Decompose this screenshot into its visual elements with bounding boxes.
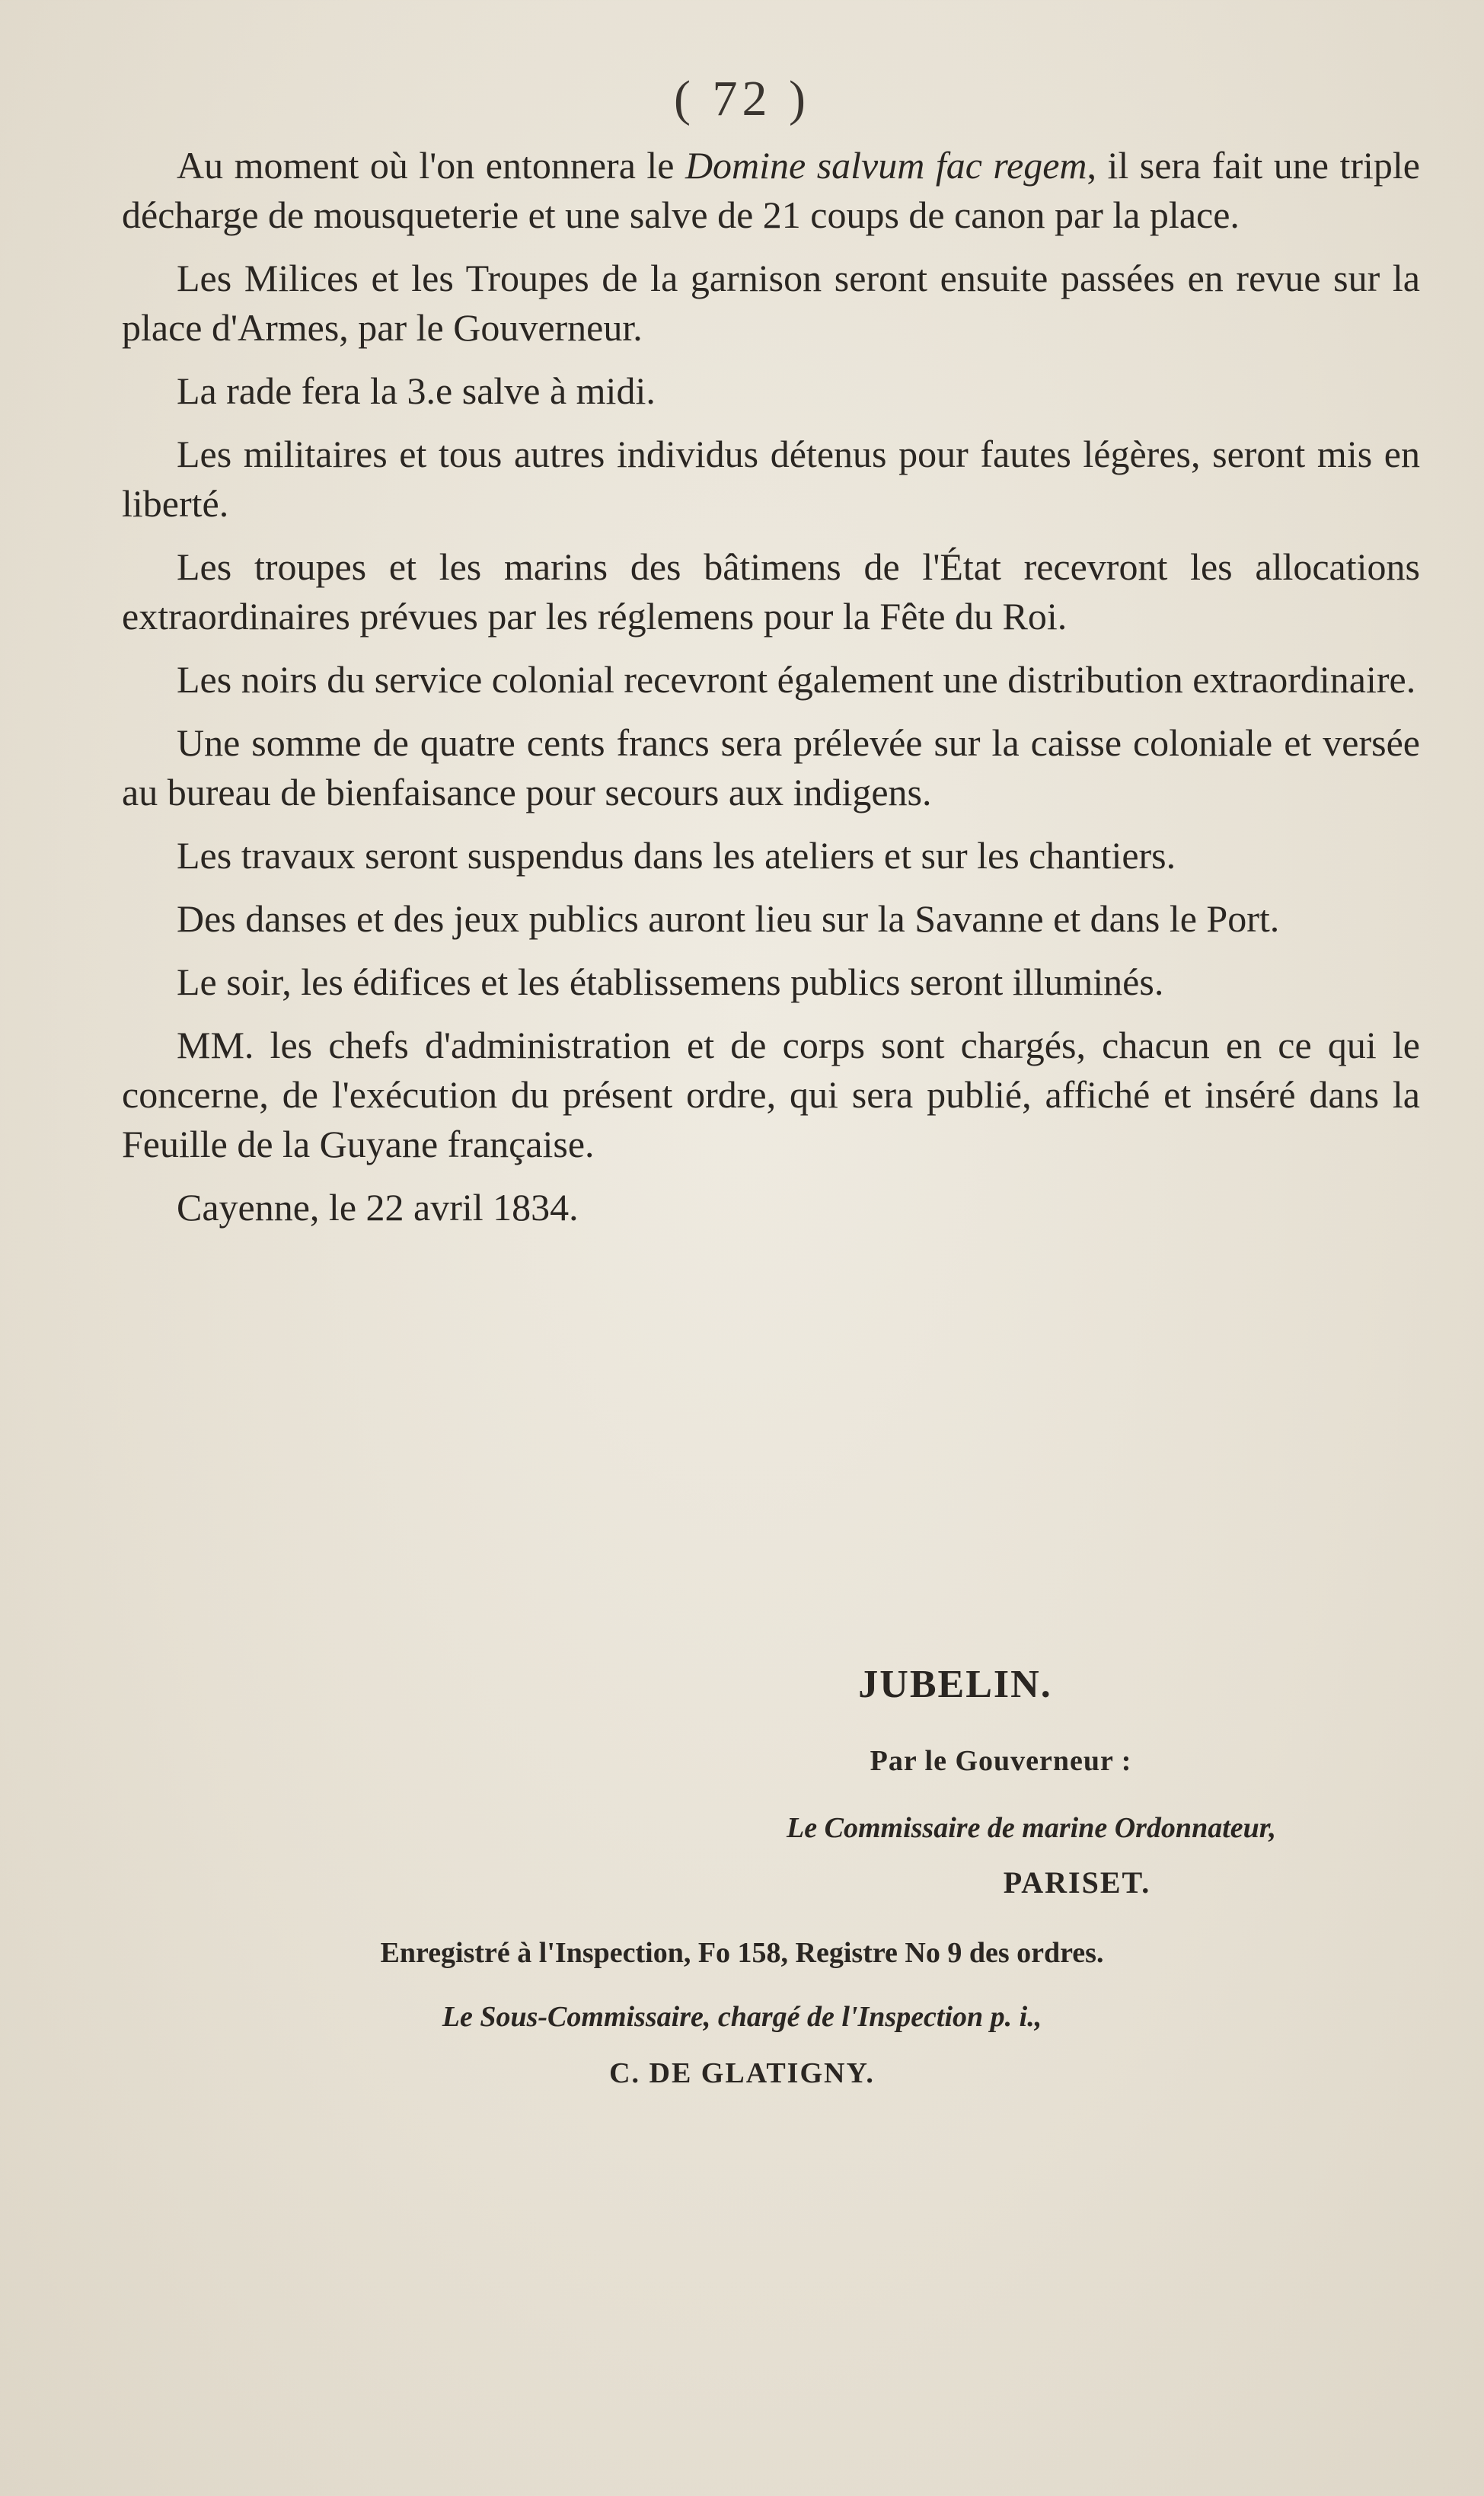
paragraph: MM. les chefs d'administration et de corps sont chargés, chacun en ce qui le concerne, de l'exécution du présent ordre, qui sera publié, affiché et inséré dans la Feuille de la Guyane française. <box>122 1024 1420 1165</box>
paragraph: Les noirs du service colonial recevront également une distribution extraordinaire. <box>177 658 1416 701</box>
paragraph: Les troupes et les marins des bâtimens de l'État recevront les allocations extraordinaires prévues par les réglemens pour la Fête du Roi. <box>122 545 1420 638</box>
paragraph: Les Milices et les Troupes de la garnison seront ensuite passées en revue sur la place d'Armes, par le Gouverneur. <box>122 257 1420 349</box>
registry-line: Enregistré à l'Inspection, Fo 158, Registre No 9 des ordres. <box>380 1937 1104 1969</box>
paragraph: Des danses et des jeux publics auront lieu sur la Savanne et dans le Port. <box>177 897 1280 940</box>
signatory-by-line: Par le Gouverneur : <box>870 1745 1132 1777</box>
paragraph: Une somme de quatre cents francs sera prélevée sur la caisse coloniale et versée au bureau de bienfaisance pour secours aux indigens. <box>122 721 1420 813</box>
registry-officer-title: Le Sous-Commissaire, chargé de l'Inspection p. i., <box>442 2001 1042 2033</box>
paragraph: Le soir, les édifices et les établissemens publics seront illuminés. <box>177 960 1164 1003</box>
date-line: Cayenne, le 22 avril 1834. <box>177 1186 579 1229</box>
page-number: ( 72 ) <box>674 71 810 126</box>
paragraph <box>122 141 1420 240</box>
commissioner-name: PARISET. <box>1003 1865 1151 1900</box>
paragraph-text: Au moment où l'on entonnera le <box>177 144 685 187</box>
signatory-name: JUBELIN. <box>858 1663 1052 1706</box>
order-body <box>122 141 1420 1232</box>
paragraph: Les travaux seront suspendus dans les ateliers et sur les chantiers. <box>177 834 1176 877</box>
paragraph: La rade fera la 3.e salve à midi. <box>177 369 656 412</box>
registry-officer-name: C. DE GLATIGNY. <box>609 2057 875 2089</box>
paragraph: Les militaires et tous autres individus détenus pour fautes légères, seront mis en liberté. <box>122 433 1420 525</box>
paragraph-text: , il sera fait une triple décharge de mousqueterie et une salve de 21 coups de canon par la place. <box>122 144 1420 236</box>
latin-phrase: Domine salvum fac regem <box>685 144 1087 187</box>
commissioner-title: Le Commissaire de marine Ordonnateur, <box>787 1812 1276 1844</box>
